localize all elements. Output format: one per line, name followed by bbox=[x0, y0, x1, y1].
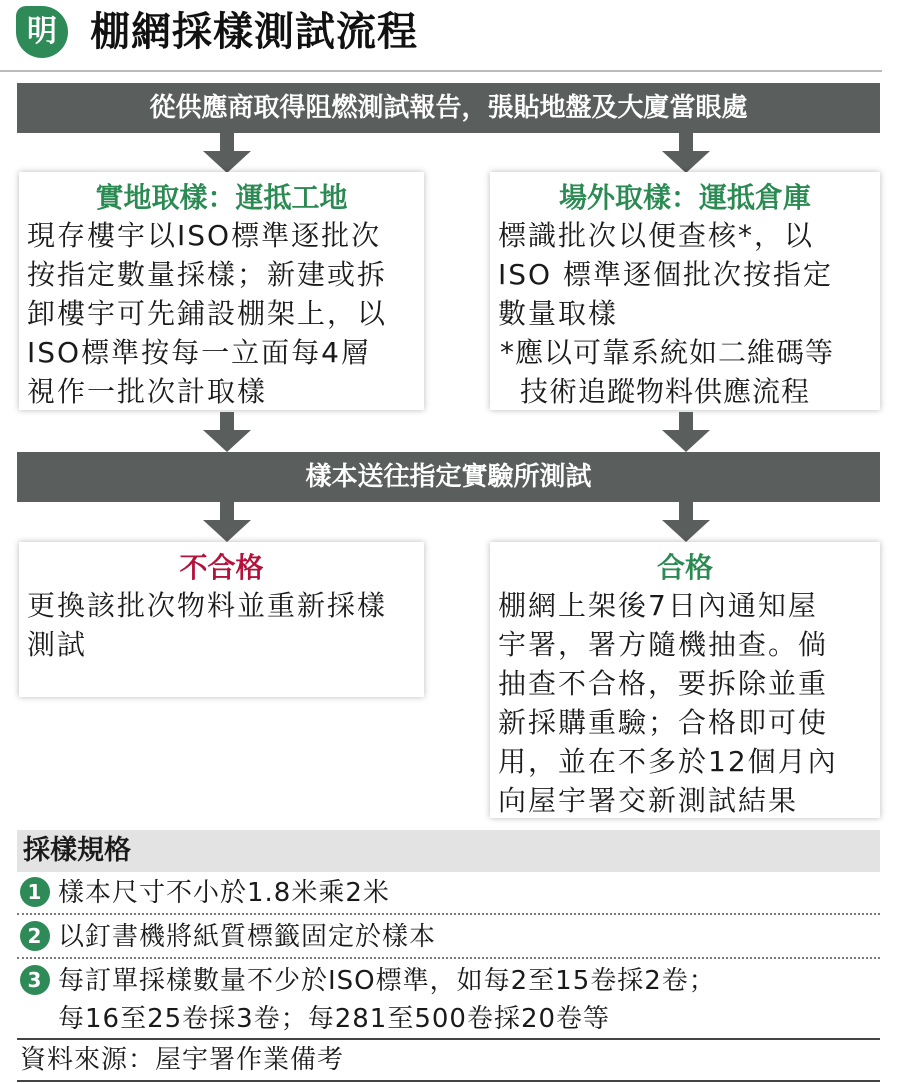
pass-heading: 合格 bbox=[656, 551, 713, 584]
dotted-divider bbox=[17, 913, 880, 915]
arrow-down-icon bbox=[203, 133, 251, 173]
number-2-icon: 2 bbox=[20, 921, 50, 951]
pass-result-box bbox=[490, 542, 880, 818]
page-title: 棚網採樣測試流程 bbox=[90, 9, 418, 55]
offsite-sampling-heading: 場外取樣：運抵倉庫 bbox=[558, 181, 811, 214]
spec-item-1: 1 樣本尺寸不小於1.8米乘2米 bbox=[20, 874, 880, 912]
source-note: 資料來源：屋宇署作業備考 bbox=[20, 1045, 345, 1075]
ming-pao-logo: 明 bbox=[16, 6, 68, 58]
arrow-down-icon bbox=[662, 502, 710, 542]
number-3-icon: 3 bbox=[20, 965, 50, 995]
spec-item-3: 3 每訂單採樣數量不少於ISO標準，如每2至15卷採2卷； 每16至25卷採3卷；每281至500卷採20卷等 bbox=[20, 962, 880, 1038]
source-divider bbox=[17, 1038, 880, 1040]
step1-bar: 從供應商取得阻燃測試報告，張貼地盤及大廈當眼處 bbox=[17, 83, 880, 133]
spec-item-2: 2 以釘書機將紙質標籤固定於樣本 bbox=[20, 918, 880, 956]
arrow-down-icon bbox=[662, 133, 710, 173]
offsite-sampling-note: *應以可靠系統如二維碼等 技術追蹤物料供應流程 bbox=[500, 336, 835, 408]
arrow-down-icon bbox=[662, 412, 710, 452]
onsite-sampling-heading: 實地取樣：運抵工地 bbox=[95, 181, 348, 214]
onsite-sampling-text: 現存樓宇以ISO標準逐批次 按指定數量採樣；新建或拆 卸樓宇可先鋪設棚架上，以 ISO標準按每一立面每4層 視作一批次計取樣 bbox=[27, 219, 388, 408]
arrow-down-icon bbox=[203, 412, 251, 452]
step2-bar: 樣本送往指定實驗所測試 bbox=[17, 452, 880, 502]
fail-text: 更換該批次物料並重新採樣 測試 bbox=[27, 589, 388, 661]
bottom-divider bbox=[17, 1080, 880, 1082]
spec-heading: 採樣規格 bbox=[17, 830, 880, 872]
number-1-icon: 1 bbox=[20, 877, 50, 907]
offsite-sampling-box bbox=[490, 172, 880, 410]
onsite-sampling-box bbox=[19, 172, 424, 410]
pass-text: 棚網上架後7日內通知屋 宇署，署方隨機抽查。倘 抽查不合格，要拆除並重 新採購重驗；合格即可使 用，並在不多於12個月內 向屋宇署交新測試結果 bbox=[498, 589, 838, 817]
fail-result-box bbox=[19, 542, 424, 697]
dotted-divider bbox=[17, 957, 880, 959]
title-divider bbox=[0, 70, 882, 72]
offsite-sampling-text: 標識批次以便查核*，以 ISO 標準逐個批次按指定 數量取樣 bbox=[498, 219, 833, 330]
arrow-down-icon bbox=[203, 502, 251, 542]
fail-heading: 不合格 bbox=[179, 551, 264, 584]
